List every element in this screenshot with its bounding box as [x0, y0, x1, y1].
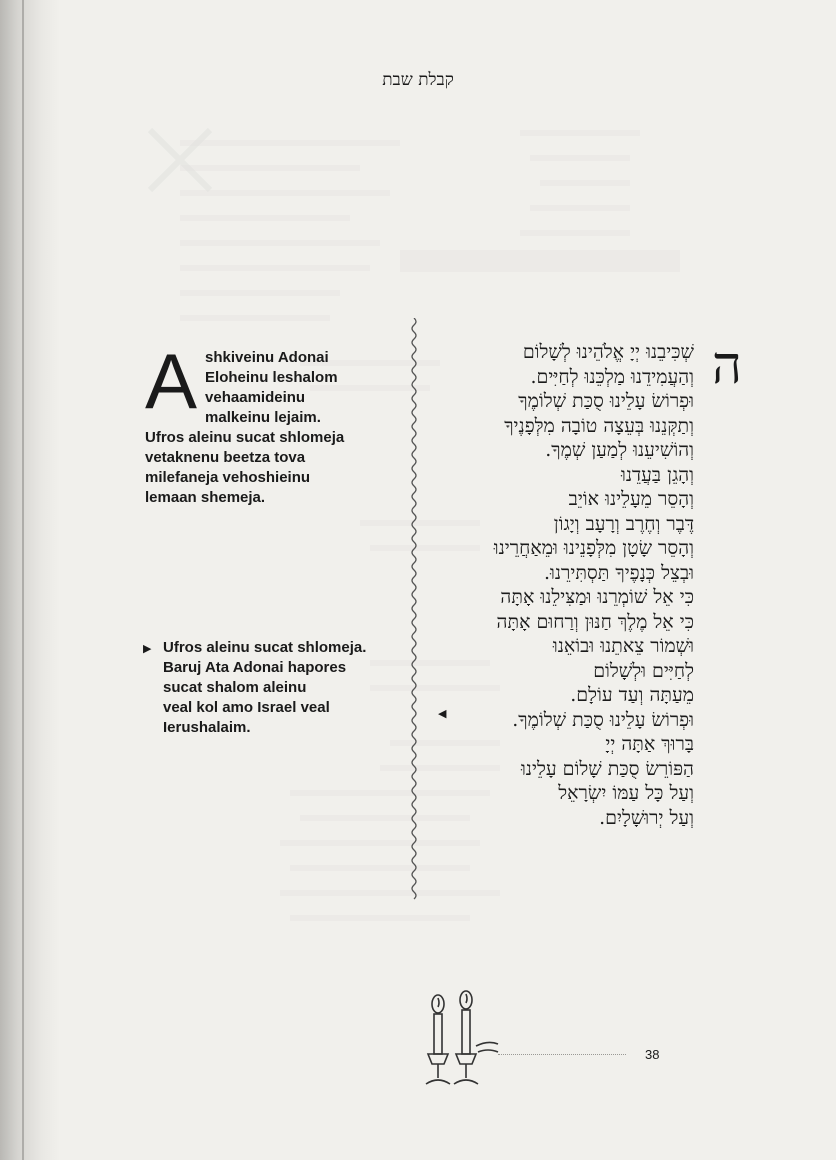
hebrew-line: וּבְצֵל כְּנָפֶיךָ תַּסְתִּירֵנוּ.	[543, 561, 694, 584]
hebrew-line: וּפְרוֹשׂ עָלֵינוּ סֻכַּת שְׁלוֹמֶךָ	[518, 390, 694, 412]
hebrew-line: כִּי אֵל מֶלֶךְ חַנּוּן וְרַחוּם אָתָּה	[496, 610, 694, 633]
hebrew-line: דֶּבֶר וְחֶרֶב וְרָעָב וְיָגוֹן	[553, 512, 694, 535]
running-header: קבלת שבת	[382, 70, 454, 90]
hebrew-line: וּשְׁמוֹר צֵאתֵנוּ וּבוֹאֵנוּ	[552, 635, 694, 657]
transliteration-line: veal kol amo Israel veal	[163, 699, 330, 716]
dropcap-letter: A	[145, 337, 198, 425]
page-edge	[22, 0, 24, 1160]
wavy-divider	[404, 318, 424, 903]
transliteration-line: lemaan shemeja.	[145, 489, 266, 506]
hebrew-line: וְהָגֵן בַּעֲדֵנוּ	[620, 463, 694, 486]
transliteration-line: milefaneja vehoshieinu	[145, 469, 311, 486]
transliteration-line: vehaamideinu	[205, 389, 306, 406]
hebrew-line: וְהוֹשִׁיעֵנוּ לְמַעַן שְׁמֶךָ.	[545, 439, 694, 461]
hebrew-text-block	[432, 340, 694, 830]
hebrew-line: מֵעַתָּה וְעַד עוֹלָם.	[570, 684, 694, 706]
hebrew-line: כִּי אֵל שׁוֹמְרֵנוּ וּמַצִּילֵנוּ אָתָּה	[500, 586, 694, 608]
page-gutter-shadow	[0, 0, 60, 1160]
candles-illustration	[420, 990, 500, 1095]
hebrew-line: בָּרוּךְ אַתָּה יְיָ	[605, 733, 694, 755]
transliteration-block-2	[163, 638, 403, 738]
transliteration-line: vetaknenu beetza tova	[145, 449, 306, 466]
transliteration-line: shkiveinu Adonai	[205, 349, 329, 366]
transliteration-line: Ierushalaim.	[163, 719, 251, 736]
hebrew-line: וְהָסֵר מֵעָלֵינוּ אוֹיֵב	[568, 488, 694, 510]
marker-arrow-icon: ▶	[143, 642, 152, 655]
hebrew-line: וּפְרוֹשׂ עָלֵינוּ סֻכַּת שְׁלוֹמֶךָ.	[512, 708, 694, 731]
transliteration-line: sucat shalom aleinu	[163, 679, 307, 696]
hebrew-line: הַפּוֹרֵשׂ סֻכַּת שָׁלוֹם עָלֵינוּ	[520, 757, 694, 780]
hebrew-line: וְתַקְּנֵנוּ בְּעֵצָה טוֹבָה מִלְּפָנֶיךָ	[504, 414, 694, 437]
hebrew-line: וְהַעֲמִידֵנוּ מַלְכֵּנוּ לְחַיִּים.	[530, 365, 694, 388]
transliteration-line: malkeinu lejaim.	[205, 409, 321, 426]
hebrew-line: לְחַיִּים וּלְשָׁלוֹם	[593, 659, 694, 682]
transliteration-line: Ufros aleinu sucat shlomeja.	[163, 639, 367, 656]
page-number: 38	[645, 1047, 660, 1062]
transliteration-line: Baruj Ata Adonai hapores	[163, 659, 347, 676]
transliteration-block	[145, 337, 385, 508]
hebrew-line: וְהָסֵר שָׂטָן מִלְּפָנֵינוּ וּמֵאַחֲרֵינוּ	[493, 537, 694, 559]
hebrew-line: וְעַל כָּל עַמּוֹ יִשְׂרָאֵל	[558, 782, 694, 804]
transliteration-line: Eloheinu leshalom	[205, 369, 338, 386]
transliteration-line: Ufros aleinu sucat shlomeja	[145, 429, 345, 446]
footer-rule	[498, 1054, 626, 1055]
marker-arrow-icon: ◀	[438, 707, 447, 720]
hebrew-line: וְעַל יְרוּשָׁלָיִם.	[599, 806, 694, 829]
hebrew-line: שְׁכִּיבֵנוּ יְיָ אֱלֹהֵינוּ לְשָׁלוֹם	[522, 341, 694, 363]
hebrew-dropcap: ה	[712, 336, 742, 396]
